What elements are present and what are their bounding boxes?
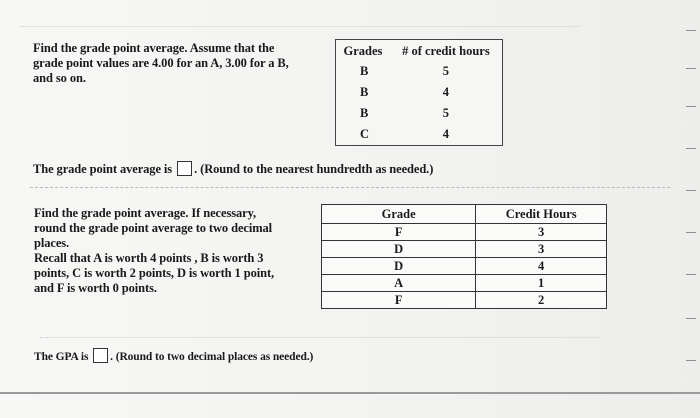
problem1-grades-table (335, 39, 503, 146)
credit-cell: 3 (476, 224, 607, 241)
credit-cell: 2 (476, 292, 607, 309)
credit-cell: 4 (442, 85, 450, 99)
gpa-answer-input[interactable] (177, 161, 192, 176)
table-row (336, 124, 503, 146)
top-divider (20, 26, 580, 27)
answer-suffix: . (Round to two decimal places as needed.) (110, 351, 314, 363)
problem2-line: round the grade point average to two decimal (34, 221, 273, 235)
table-row (322, 258, 607, 275)
grade-cell: B (360, 64, 369, 78)
table-header-row (322, 205, 607, 224)
grade-cell: D (322, 258, 476, 275)
grade-cell: F (322, 224, 476, 241)
table-row (322, 224, 607, 241)
header-credit-hours: # of credit hours (402, 44, 490, 58)
header-grade: Grade (322, 205, 476, 224)
mid-divider (40, 337, 600, 338)
table-row (322, 241, 607, 258)
grade-cell: F (322, 292, 476, 309)
problem2-line: places. (34, 236, 70, 250)
problem2-answer-line (34, 348, 454, 365)
grade-cell: D (322, 241, 476, 258)
gpa-answer-input[interactable] (93, 348, 108, 363)
credit-cell: 1 (476, 275, 607, 292)
problem2-line: and F is worth 0 points. (34, 281, 157, 295)
table-row (336, 82, 503, 103)
grade-cell: C (360, 127, 370, 141)
problem2-line: points, C is worth 2 points, D is worth 1 point, (34, 266, 275, 280)
header-credit-hours: Credit Hours (476, 205, 607, 224)
grade-cell: B (360, 85, 369, 99)
problem1-line: Find the grade point average. Assume that the (33, 41, 275, 55)
problem2-grades-table (321, 204, 607, 309)
table-row (336, 61, 503, 82)
credit-cell: 3 (476, 241, 607, 258)
credit-cell: 5 (442, 64, 450, 78)
problem2-line: Recall that A is worth 4 points , B is worth 3 (34, 251, 264, 265)
problem1-line: and so on. (33, 71, 86, 85)
table-row (322, 292, 607, 309)
answer-prefix: The GPA is (34, 351, 89, 363)
problem1-instructions (33, 41, 333, 86)
problem2-instructions (34, 206, 319, 296)
table-header-row (336, 40, 503, 62)
table-row (336, 103, 503, 124)
bottom-divider (0, 392, 700, 394)
answer-prefix: The grade point average is (33, 162, 173, 176)
credit-cell: 5 (442, 106, 450, 120)
edge-marks (682, 0, 696, 418)
header-grades: Grades (343, 44, 383, 58)
problem1-line: grade point values are 4.00 for an A, 3.00 for a B, (33, 56, 289, 70)
problem1-answer-line (33, 161, 553, 177)
answer-suffix: . (Round to the nearest hundredth as needed.) (194, 162, 434, 176)
grade-cell: A (322, 275, 476, 292)
table-row (322, 275, 607, 292)
credit-cell: 4 (476, 258, 607, 275)
grade-cell: B (360, 106, 369, 120)
section-divider (30, 187, 670, 188)
credit-cell: 4 (442, 127, 450, 141)
problem2-line: Find the grade point average. If necessary, (34, 206, 257, 220)
